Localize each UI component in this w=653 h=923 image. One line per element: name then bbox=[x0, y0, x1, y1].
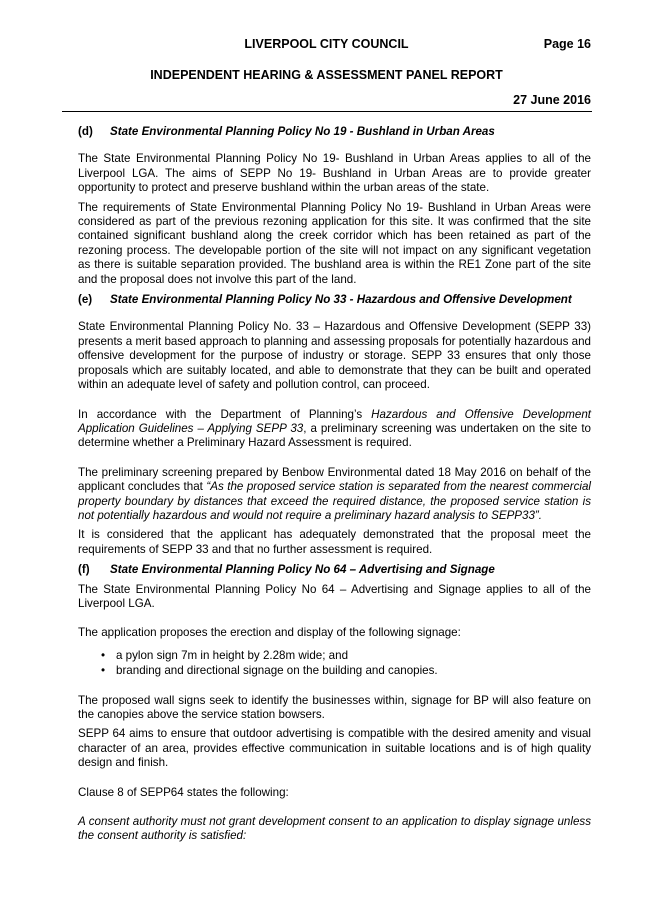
section-heading-d bbox=[78, 125, 591, 139]
bullet-icon: • bbox=[101, 648, 106, 662]
quoted-clause: A consent authority must not grant development consent to an application to display signage unless the consent authority is satisfied: bbox=[78, 815, 591, 843]
paragraph: The requirements of State Environmental Planning Policy No 19- Bushland in Urban Areas were considered as part of the previous rezoning application for this site. It was confirmed that the site contained significant bushland along the creek corridor which has been retained as part of the rezoning process. The developable portion of the site will not impact on any significant vegetation as there is suitable separation provided. The bushland area is within the RE1 Zone part of the site and the proposal does not involve this part of the land. bbox=[78, 200, 591, 286]
paragraph: SEPP 64 aims to ensure that outdoor advertising is compatible with the desired amenity and visual character of an area, provides effective communication in suitable locations and is of high quality design and finish. bbox=[78, 727, 591, 770]
paragraph: The application proposes the erection and display of the following signage: bbox=[78, 626, 461, 640]
text-run: In accordance with the Department of Planning’s bbox=[78, 407, 372, 421]
paragraph: It is considered that the applicant has adequately demonstrated that the proposal meet the requirements of SEPP 33 and that no further assessment is required. bbox=[78, 528, 591, 556]
text-run: The preliminary screening prepared by Benbow Environmental dated 18 May 2016 on behalf of the applicant concludes that bbox=[78, 465, 591, 494]
document-body bbox=[78, 125, 591, 844]
council-name: LIVERPOOL CITY COUNCIL bbox=[244, 37, 409, 51]
section-title: State Environmental Planning Policy No 33 - Hazardous and Offensive Development bbox=[110, 293, 572, 307]
report-date: 27 June 2016 bbox=[513, 93, 591, 107]
list-item bbox=[78, 664, 591, 678]
signage-list bbox=[78, 649, 591, 679]
header-divider bbox=[62, 111, 592, 112]
bullet-icon: • bbox=[101, 664, 106, 678]
section-number: (d) bbox=[78, 125, 93, 138]
section-number: (e) bbox=[78, 293, 93, 307]
section-number: (f) bbox=[78, 563, 90, 577]
report-title: INDEPENDENT HEARING & ASSESSMENT PANEL REPORT bbox=[150, 68, 503, 82]
quotation: “As the proposed service station is separated from the nearest commercial property boundary by distances that exceed the required distance, the proposed service station is not potentially hazardous and would not require a preliminary hazard analysis to SEPP33”. bbox=[78, 480, 591, 522]
list-item bbox=[78, 649, 591, 663]
list-item-text: branding and directional signage on the building and canopies. bbox=[116, 664, 438, 678]
paragraph: The State Environmental Planning Policy No 19- Bushland in Urban Areas applies to all of the Liverpool LGA. The aims of SEPP No 19- Bushland in Urban Areas are to provide greater opportunity to protect and preserve bushland within the urban areas of the state. bbox=[78, 152, 591, 195]
paragraph: The proposed wall signs seek to identify the businesses within, signage for BP will also feature on the canopies above the service station bowsers. bbox=[78, 693, 591, 721]
text-run: , a preliminary screening was undertaken on the site to determine whether a Preliminary Hazard Assessment is required. bbox=[78, 421, 591, 450]
section-title: State Environmental Planning Policy No 19 - Bushland in Urban Areas bbox=[110, 125, 495, 138]
list-item-text: a pylon sign 7m in height by 2.28m wide; and bbox=[116, 648, 349, 662]
paragraph bbox=[78, 466, 591, 524]
paragraph bbox=[78, 408, 591, 451]
paragraph: Clause 8 of SEPP64 states the following: bbox=[78, 785, 289, 799]
guideline-title: Hazardous and Offensive Development Application Guidelines – Applying SEPP 33 bbox=[78, 407, 591, 435]
paragraph: The State Environmental Planning Policy No 64 – Advertising and Signage applies to all of the Liverpool LGA. bbox=[78, 582, 591, 610]
section-heading-f bbox=[78, 563, 591, 577]
section-title: State Environmental Planning Policy No 64 – Advertising and Signage bbox=[110, 563, 495, 577]
page-number: Page 16 bbox=[543, 37, 591, 51]
section-heading-e bbox=[78, 293, 591, 307]
paragraph: State Environmental Planning Policy No. 33 – Hazardous and Offensive Development (SEPP 33) presents a merit based approach to planning and assessing proposals for potentially hazardous and offensive development for the purpose of industry or storage. SEPP 33 ensures that only those proposals which are suitably located, and able to demonstrate that they can be built and operated within an adequate level of safety and pollution control, can proceed. bbox=[78, 320, 591, 392]
